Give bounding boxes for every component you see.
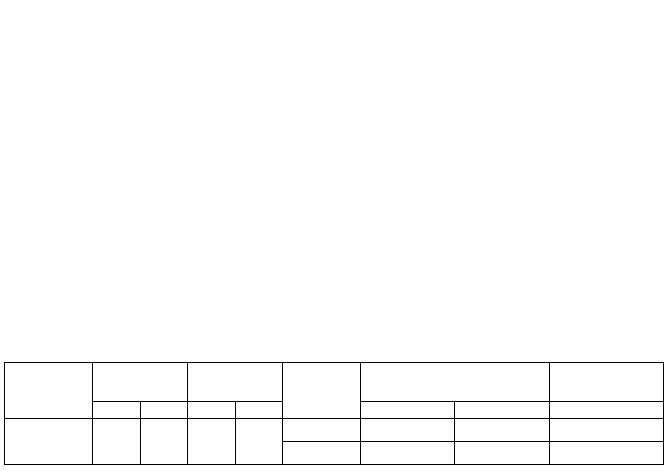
- pitch-inch-unit: [140, 402, 188, 419]
- pitch-header: [92, 363, 187, 402]
- pitch-mm-unit: [92, 402, 140, 419]
- chain-type-header: [5, 363, 93, 419]
- pitch-inch-value: [140, 419, 188, 465]
- dry-unit: [360, 402, 454, 419]
- wet-range-pp: [454, 419, 549, 442]
- load-pom: [550, 442, 664, 465]
- working-load-header: [550, 363, 664, 402]
- load-unit: [550, 402, 664, 419]
- thickness-mm-unit: [188, 402, 236, 419]
- material-header: [283, 363, 361, 419]
- chain-type-value: [5, 419, 93, 465]
- thickness-mm-value: [188, 419, 236, 465]
- specification-table: [4, 362, 664, 465]
- material-pp: [283, 419, 361, 442]
- pitch-mm-value: [92, 419, 140, 465]
- dry-range-pp: [360, 419, 454, 442]
- wet-range-pom: [454, 442, 549, 465]
- thickness-inch-unit: [235, 402, 283, 419]
- load-pp: [550, 419, 664, 442]
- thickness-inch-value: [235, 419, 283, 465]
- thickness-header: [188, 363, 283, 402]
- material-pom: [283, 442, 361, 465]
- wet-unit: [454, 402, 549, 419]
- dry-range-pom: [360, 442, 454, 465]
- temperature-header: [360, 363, 549, 402]
